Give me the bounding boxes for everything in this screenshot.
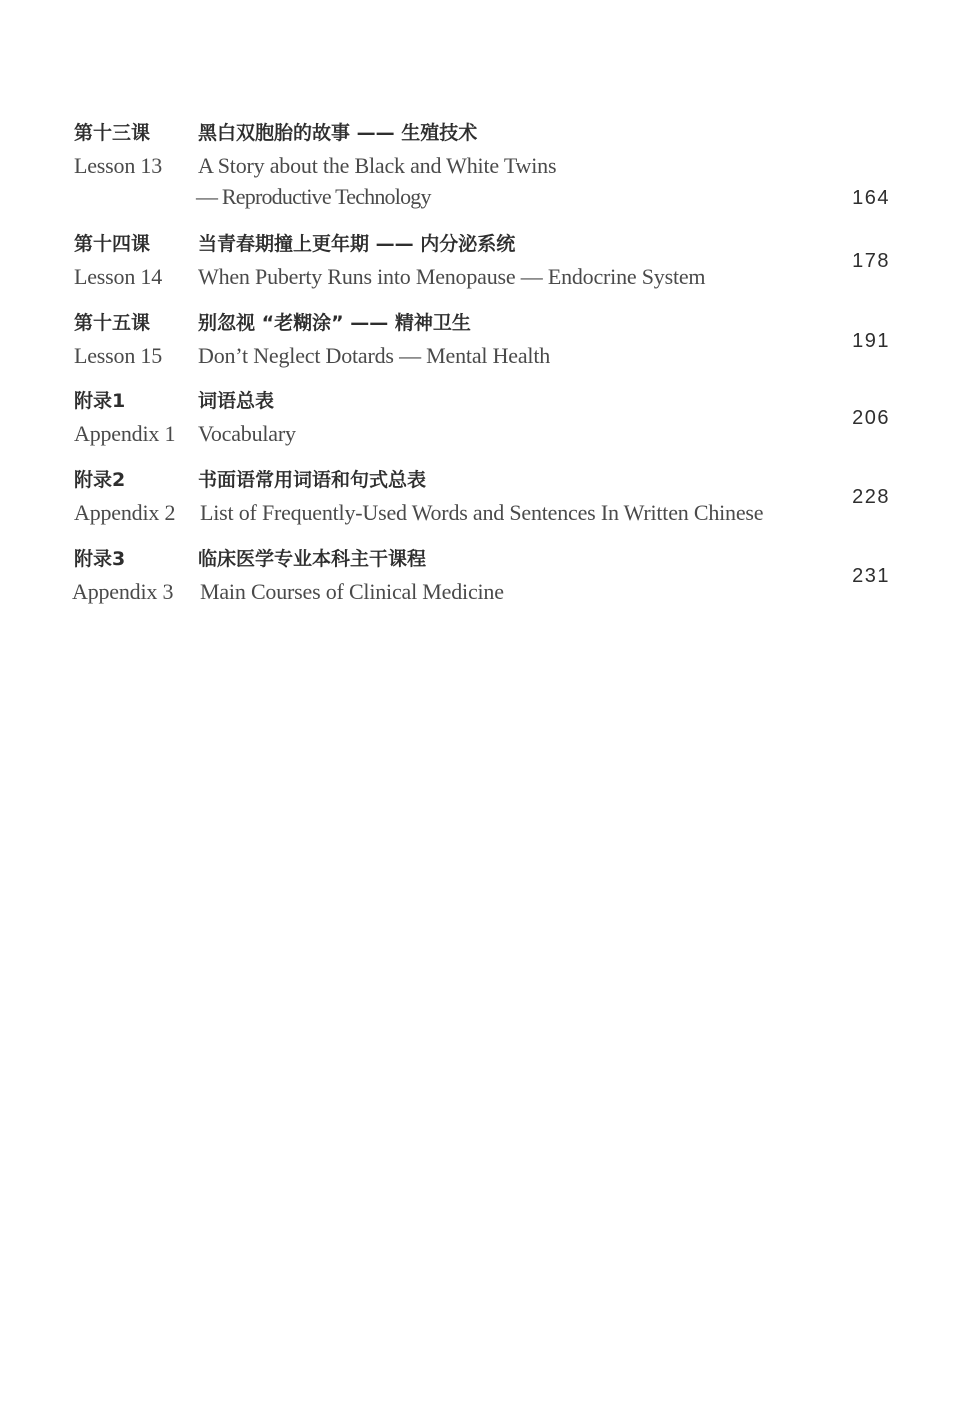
en-title: A Story about the Black and White Twins xyxy=(198,153,557,178)
cn-title: 临床医学专业本科主干课程 xyxy=(198,548,427,570)
en-label: Appendix 3 xyxy=(72,579,174,604)
en-title: Don’t Neglect Dotards — Mental Health xyxy=(198,343,551,368)
cn-label: 附录2 xyxy=(74,469,126,491)
en-title: Main Courses of Clinical Medicine xyxy=(200,579,504,604)
cn-label: 附录3 xyxy=(74,548,126,570)
en-label: Lesson 15 xyxy=(74,343,163,368)
cn-title: 书面语常用词语和句式总表 xyxy=(198,469,427,491)
page-number: 228 xyxy=(852,486,890,508)
page-number: 206 xyxy=(852,407,890,429)
en-label: Lesson 14 xyxy=(74,264,163,289)
page-number: 191 xyxy=(852,330,890,352)
page-number: 178 xyxy=(852,250,890,272)
cn-title: 别忽视 “老糊涂” —— 精神卫生 xyxy=(198,312,471,334)
cn-label: 第十五课 xyxy=(74,312,151,334)
en-title: When Puberty Runs into Menopause — Endocrine System xyxy=(198,264,706,289)
en-label: Appendix 2 xyxy=(74,500,176,525)
cn-label: 第十四课 xyxy=(74,233,151,255)
en-title: Vocabulary xyxy=(198,421,296,446)
cn-title: 黑白双胞胎的故事 —— 生殖技术 xyxy=(198,122,478,144)
page-number: 164 xyxy=(852,187,890,209)
en-label: Appendix 1 xyxy=(74,421,176,446)
cn-label: 附录1 xyxy=(74,390,126,412)
cn-label: 第十三课 xyxy=(74,122,151,144)
cn-title: 当青春期撞上更年期 —— 内分泌系统 xyxy=(198,233,516,255)
page-number: 231 xyxy=(852,565,890,587)
en-title-continued: — Reproductive Technology xyxy=(196,184,431,209)
en-title: List of Frequently-Used Words and Sentences In Written Chinese xyxy=(200,500,764,525)
en-label: Lesson 13 xyxy=(74,153,163,178)
cn-title: 词语总表 xyxy=(198,390,275,412)
